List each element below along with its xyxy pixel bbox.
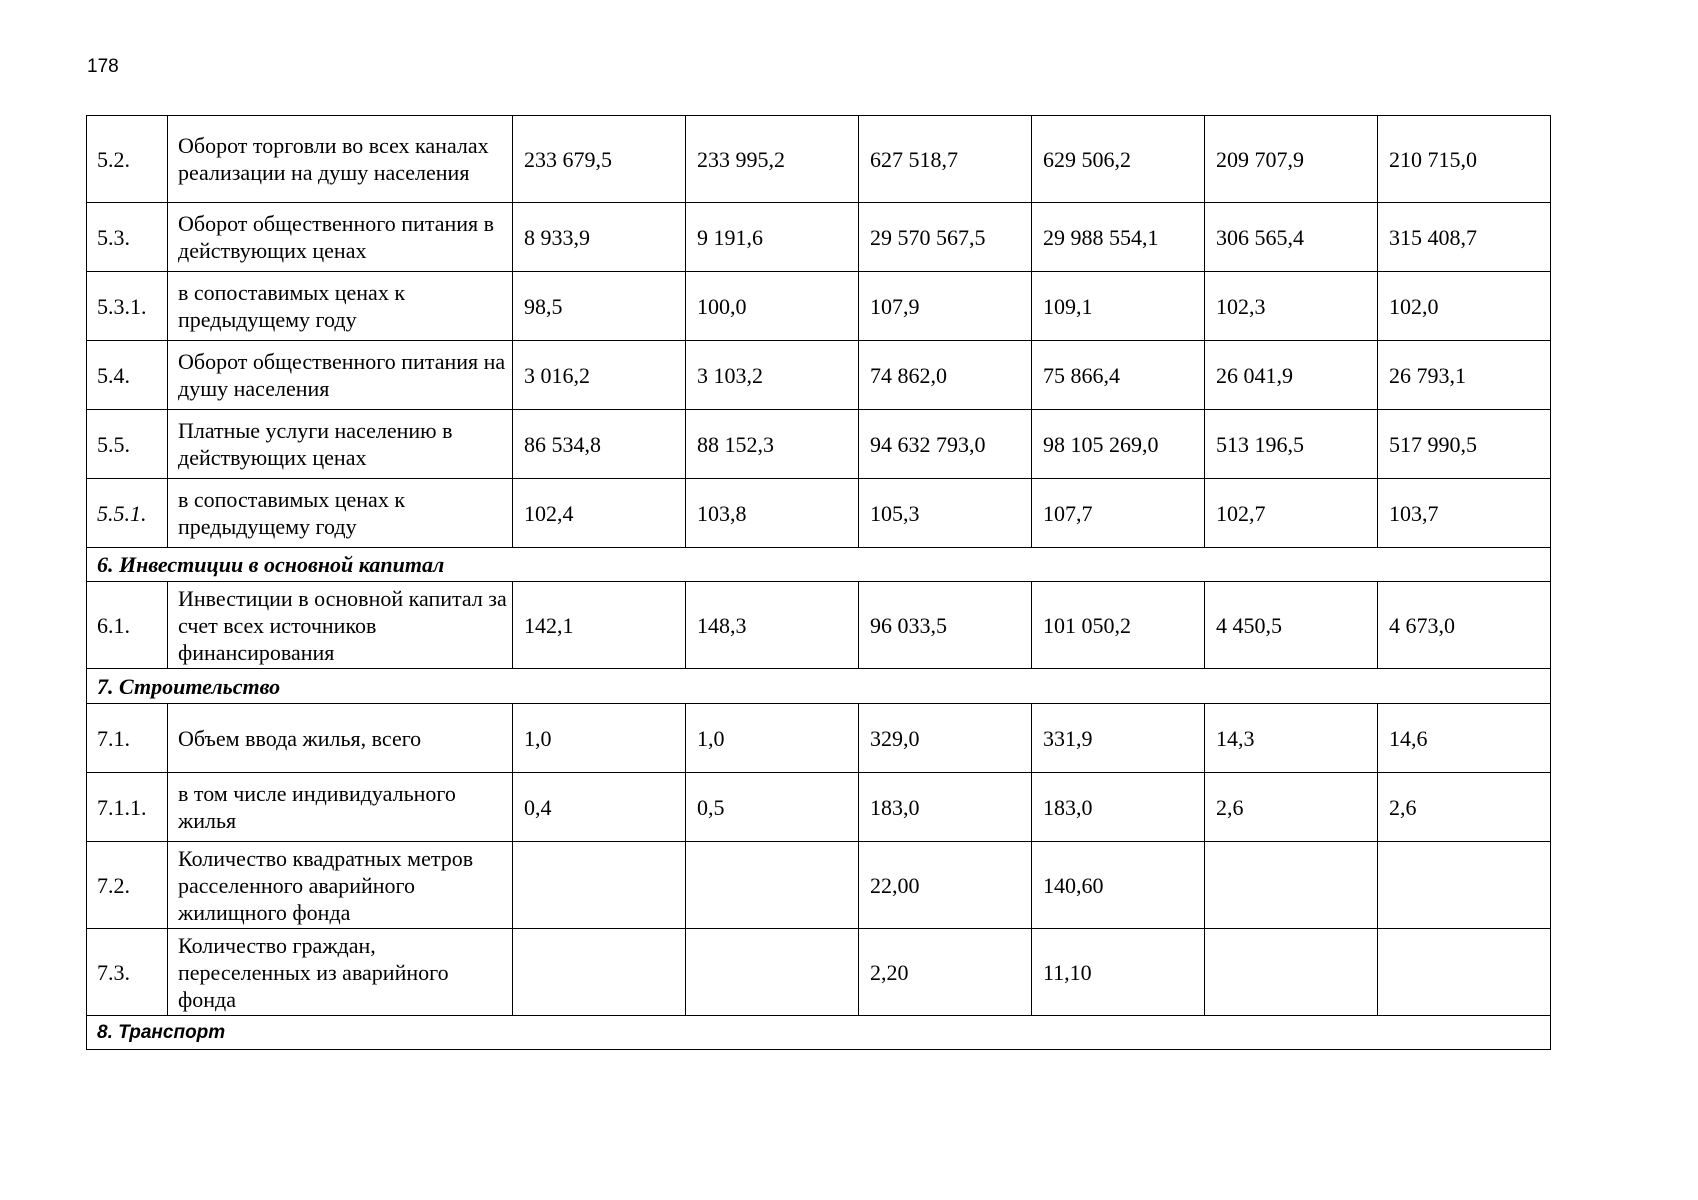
value-cell: 75 866,4 [1032,341,1205,410]
value-cell: 148,3 [686,582,859,669]
value-cell: 74 862,0 [859,341,1032,410]
row-indicator-name: Инвестиции в основной капитал за счет всех источников финансирования [168,582,513,669]
value-cell: 26 041,9 [1205,341,1378,410]
value-cell [1378,929,1551,1016]
page-number: 178 [87,56,119,77]
section-header-row [87,669,1551,704]
section-header-row [87,1016,1551,1050]
value-cell: 105,3 [859,479,1032,548]
value-cell: 306 565,4 [1205,203,1378,272]
value-cell [1205,929,1378,1016]
value-cell: 1,0 [686,704,859,773]
value-cell: 0,4 [513,773,686,842]
value-cell: 103,8 [686,479,859,548]
row-code: 7.3. [87,929,168,1016]
value-cell: 107,9 [859,272,1032,341]
value-cell: 329,0 [859,704,1032,773]
value-cell: 98 105 269,0 [1032,410,1205,479]
indicators-table [86,115,1551,1050]
row-indicator-name: в том числе индивидуального жилья [168,773,513,842]
table-row [87,842,1551,929]
section-title: 6. Инвестиции в основной капитал [87,548,1551,582]
value-cell: 11,10 [1032,929,1205,1016]
value-cell: 0,5 [686,773,859,842]
value-cell: 103,7 [1378,479,1551,548]
row-code: 5.2. [87,116,168,203]
value-cell: 513 196,5 [1205,410,1378,479]
table-row [87,479,1551,548]
value-cell: 233 679,5 [513,116,686,203]
row-code: 5.4. [87,341,168,410]
row-indicator-name: Оборот торговли во всех каналах реализации на душу населения [168,116,513,203]
value-cell: 629 506,2 [1032,116,1205,203]
row-indicator-name: Количество квадратных метров расселенного аварийного жилищного фонда [168,842,513,929]
row-indicator-name: Объем ввода жилья, всего [168,704,513,773]
row-indicator-name: Платные услуги населению в действующих ценах [168,410,513,479]
value-cell: 2,6 [1205,773,1378,842]
row-code: 7.2. [87,842,168,929]
row-code: 7.1. [87,704,168,773]
value-cell: 627 518,7 [859,116,1032,203]
value-cell: 3 103,2 [686,341,859,410]
value-cell: 2,20 [859,929,1032,1016]
section-title: 7. Строительство [87,669,1551,704]
row-code: 6.1. [87,582,168,669]
table-row [87,116,1551,203]
value-cell: 315 408,7 [1378,203,1551,272]
value-cell: 2,6 [1378,773,1551,842]
value-cell: 102,3 [1205,272,1378,341]
row-indicator-name: в сопоставимых ценах к предыдущему году [168,479,513,548]
section-header-row [87,548,1551,582]
value-cell [1378,842,1551,929]
row-indicator-name: Количество граждан, переселенных из аварийного фонда [168,929,513,1016]
value-cell: 4 450,5 [1205,582,1378,669]
value-cell: 14,3 [1205,704,1378,773]
value-cell: 102,4 [513,479,686,548]
value-cell: 140,60 [1032,842,1205,929]
value-cell: 98,5 [513,272,686,341]
value-cell [513,842,686,929]
value-cell: 210 715,0 [1378,116,1551,203]
value-cell: 88 152,3 [686,410,859,479]
value-cell: 22,00 [859,842,1032,929]
value-cell: 86 534,8 [513,410,686,479]
value-cell: 107,7 [1032,479,1205,548]
value-cell: 94 632 793,0 [859,410,1032,479]
row-code: 5.5.1. [87,479,168,548]
value-cell: 96 033,5 [859,582,1032,669]
table-row [87,410,1551,479]
value-cell: 109,1 [1032,272,1205,341]
value-cell: 4 673,0 [1378,582,1551,669]
value-cell: 183,0 [1032,773,1205,842]
value-cell: 233 995,2 [686,116,859,203]
table-row [87,773,1551,842]
row-code: 5.5. [87,410,168,479]
value-cell: 29 988 554,1 [1032,203,1205,272]
value-cell: 3 016,2 [513,341,686,410]
row-code: 5.3. [87,203,168,272]
value-cell: 8 933,9 [513,203,686,272]
value-cell: 9 191,6 [686,203,859,272]
value-cell [686,929,859,1016]
value-cell: 26 793,1 [1378,341,1551,410]
value-cell: 100,0 [686,272,859,341]
value-cell: 331,9 [1032,704,1205,773]
value-cell: 102,0 [1378,272,1551,341]
value-cell: 209 707,9 [1205,116,1378,203]
value-cell: 102,7 [1205,479,1378,548]
value-cell [513,929,686,1016]
table-row [87,341,1551,410]
value-cell [686,842,859,929]
row-indicator-name: Оборот общественного питания в действующих ценах [168,203,513,272]
row-indicator-name: Оборот общественного питания на душу населения [168,341,513,410]
value-cell: 517 990,5 [1378,410,1551,479]
value-cell: 142,1 [513,582,686,669]
row-code: 7.1.1. [87,773,168,842]
table-row [87,582,1551,669]
value-cell: 29 570 567,5 [859,203,1032,272]
value-cell: 1,0 [513,704,686,773]
section-title: 8. Транспорт [87,1016,1551,1050]
value-cell: 183,0 [859,773,1032,842]
table-row [87,929,1551,1016]
row-code: 5.3.1. [87,272,168,341]
value-cell: 101 050,2 [1032,582,1205,669]
value-cell: 14,6 [1378,704,1551,773]
table-row [87,704,1551,773]
table-row [87,203,1551,272]
row-indicator-name: в сопоставимых ценах к предыдущему году [168,272,513,341]
value-cell [1205,842,1378,929]
table-row [87,272,1551,341]
